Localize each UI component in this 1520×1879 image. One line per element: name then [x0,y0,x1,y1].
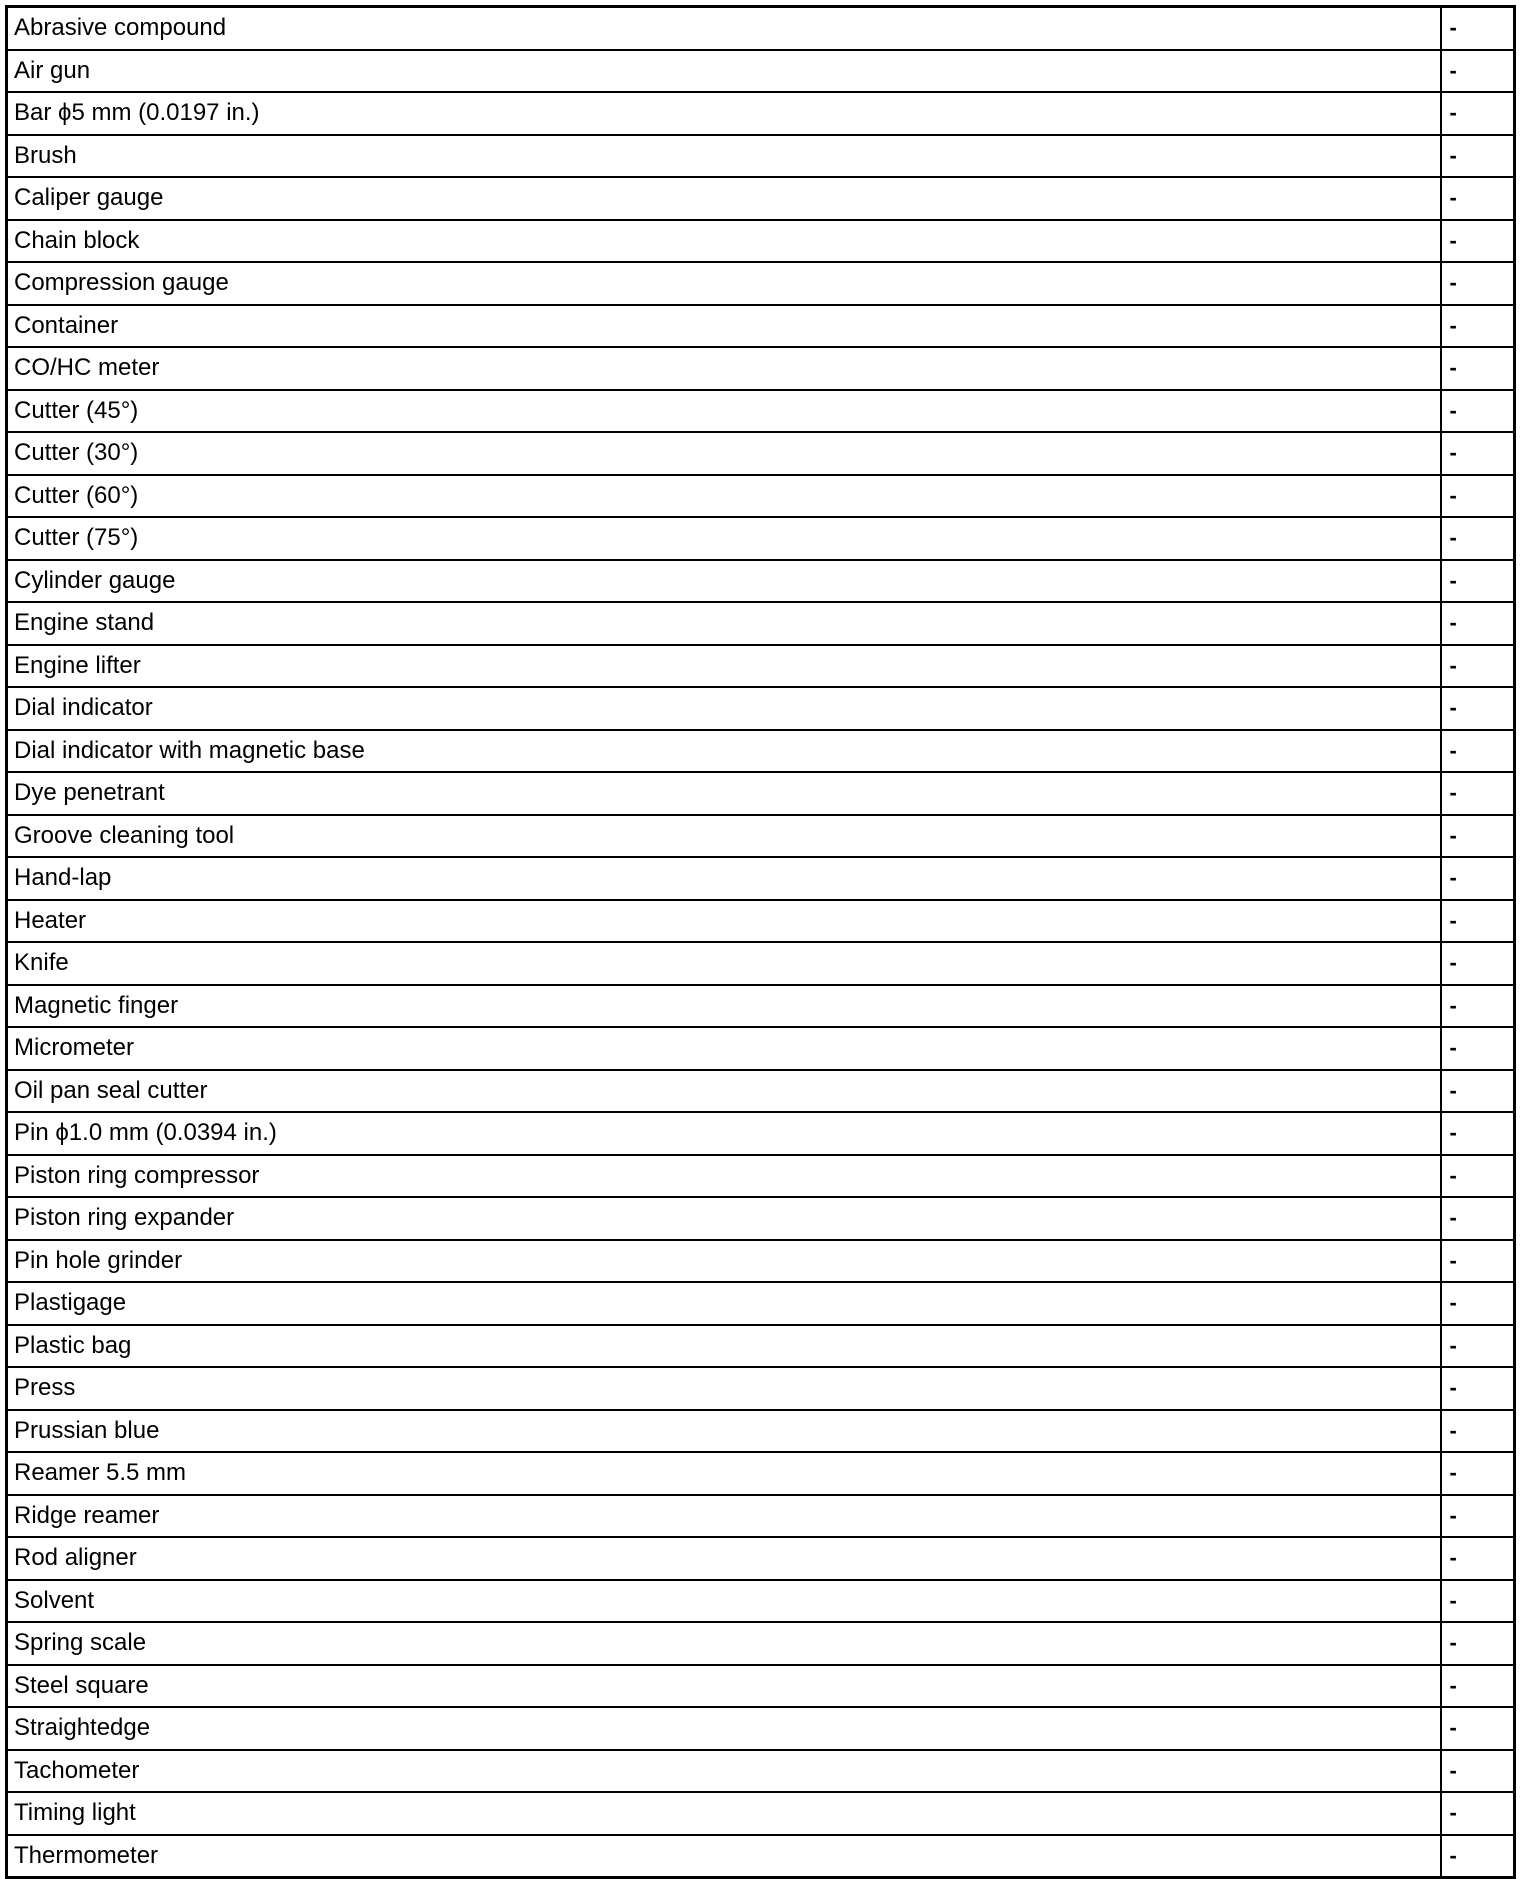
tool-value-cell: - [1441,1070,1515,1113]
tool-value-cell: - [1441,645,1515,688]
tool-name-cell: Cutter (60°) [7,475,1441,518]
table-row [7,1027,1515,1070]
tool-name-cell: Micrometer [7,1027,1441,1070]
tool-name-cell: Steel square [7,1665,1441,1708]
tool-value-cell: - [1441,1580,1515,1623]
tool-value-cell: - [1441,1665,1515,1708]
tool-value-cell: - [1441,1240,1515,1283]
tools-table [5,5,1516,1879]
tool-value-cell: - [1441,475,1515,518]
tool-name-cell: Cylinder gauge [7,560,1441,603]
tool-name-cell: Dial indicator [7,687,1441,730]
tool-name-cell: Chain block [7,220,1441,263]
tool-value-cell: - [1441,687,1515,730]
table-row [7,1495,1515,1538]
tools-table-body [7,7,1515,1878]
table-row [7,432,1515,475]
tool-value-cell: - [1441,1410,1515,1453]
tool-value-cell: - [1441,900,1515,943]
tool-value-cell: - [1441,1325,1515,1368]
table-row [7,560,1515,603]
tool-name-cell: Abrasive compound [7,7,1441,50]
table-row [7,1410,1515,1453]
tool-name-cell: Container [7,305,1441,348]
tool-name-cell: Cutter (30°) [7,432,1441,475]
table-row [7,1665,1515,1708]
tool-name-cell: Cutter (45°) [7,390,1441,433]
tool-value-cell: - [1441,177,1515,220]
tool-name-cell: Ridge reamer [7,1495,1441,1538]
tool-name-cell: Oil pan seal cutter [7,1070,1441,1113]
tool-value-cell: - [1441,432,1515,475]
tool-value-cell: - [1441,1452,1515,1495]
tool-name-cell: Bar ϕ5 mm (0.0197 in.) [7,92,1441,135]
tool-name-cell: Tachometer [7,1750,1441,1793]
table-row [7,1367,1515,1410]
tool-name-cell: Plastic bag [7,1325,1441,1368]
tool-value-cell: - [1441,50,1515,93]
tool-name-cell: Caliper gauge [7,177,1441,220]
table-row [7,262,1515,305]
tool-name-cell: Heater [7,900,1441,943]
table-row [7,730,1515,773]
table-row [7,857,1515,900]
table-row [7,135,1515,178]
tool-value-cell: - [1441,1835,1515,1878]
table-row [7,1537,1515,1580]
tool-name-cell: Knife [7,942,1441,985]
tool-name-cell: Thermometer [7,1835,1441,1878]
table-row [7,1750,1515,1793]
tool-value-cell: - [1441,1282,1515,1325]
table-row [7,815,1515,858]
table-row [7,687,1515,730]
tool-name-cell: Press [7,1367,1441,1410]
tool-value-cell: - [1441,517,1515,560]
table-row [7,602,1515,645]
table-row [7,1240,1515,1283]
tool-value-cell: - [1441,942,1515,985]
tool-name-cell: Hand-lap [7,857,1441,900]
table-row [7,1792,1515,1835]
table-row [7,942,1515,985]
tool-value-cell: - [1441,1750,1515,1793]
table-row [7,50,1515,93]
table-row [7,1622,1515,1665]
tool-name-cell: Dye penetrant [7,772,1441,815]
tool-value-cell: - [1441,1197,1515,1240]
tool-value-cell: - [1441,1027,1515,1070]
tool-value-cell: - [1441,1112,1515,1155]
tool-name-cell: Piston ring expander [7,1197,1441,1240]
tool-value-cell: - [1441,602,1515,645]
table-row [7,1070,1515,1113]
tool-value-cell: - [1441,1537,1515,1580]
tool-name-cell: Air gun [7,50,1441,93]
table-row [7,645,1515,688]
tool-value-cell: - [1441,1495,1515,1538]
tool-value-cell: - [1441,135,1515,178]
tool-value-cell: - [1441,560,1515,603]
tool-name-cell: Prussian blue [7,1410,1441,1453]
tool-name-cell: Timing light [7,1792,1441,1835]
table-row [7,985,1515,1028]
tool-value-cell: - [1441,985,1515,1028]
table-row [7,517,1515,560]
table-row [7,1452,1515,1495]
tool-name-cell: Compression gauge [7,262,1441,305]
table-row [7,475,1515,518]
tool-name-cell: Straightedge [7,1707,1441,1750]
tool-value-cell: - [1441,390,1515,433]
table-row [7,772,1515,815]
tool-value-cell: - [1441,730,1515,773]
tool-name-cell: Pin ϕ1.0 mm (0.0394 in.) [7,1112,1441,1155]
table-row [7,1112,1515,1155]
table-row [7,7,1515,50]
tool-name-cell: Piston ring compressor [7,1155,1441,1198]
tool-value-cell: - [1441,92,1515,135]
tool-name-cell: Reamer 5.5 mm [7,1452,1441,1495]
table-row [7,1282,1515,1325]
tool-name-cell: Plastigage [7,1282,1441,1325]
tool-value-cell: - [1441,1792,1515,1835]
tool-value-cell: - [1441,7,1515,50]
tool-value-cell: - [1441,347,1515,390]
tool-name-cell: Pin hole grinder [7,1240,1441,1283]
tool-name-cell: CO/HC meter [7,347,1441,390]
tool-value-cell: - [1441,262,1515,305]
table-row [7,1580,1515,1623]
tool-name-cell: Groove cleaning tool [7,815,1441,858]
tool-value-cell: - [1441,815,1515,858]
table-row [7,1197,1515,1240]
tool-name-cell: Cutter (75°) [7,517,1441,560]
table-row [7,347,1515,390]
tool-name-cell: Brush [7,135,1441,178]
table-row [7,390,1515,433]
tool-value-cell: - [1441,1155,1515,1198]
tool-value-cell: - [1441,220,1515,263]
tool-value-cell: - [1441,305,1515,348]
table-row [7,220,1515,263]
table-row [7,177,1515,220]
tool-name-cell: Magnetic finger [7,985,1441,1028]
tool-name-cell: Engine stand [7,602,1441,645]
table-row [7,92,1515,135]
tool-name-cell: Rod aligner [7,1537,1441,1580]
tool-value-cell: - [1441,1707,1515,1750]
tool-name-cell: Engine lifter [7,645,1441,688]
table-row [7,305,1515,348]
tool-name-cell: Spring scale [7,1622,1441,1665]
tool-name-cell: Dial indicator with magnetic base [7,730,1441,773]
tool-value-cell: - [1441,1622,1515,1665]
tool-value-cell: - [1441,772,1515,815]
table-row [7,1835,1515,1878]
table-row [7,1155,1515,1198]
table-row [7,1707,1515,1750]
table-row [7,1325,1515,1368]
tool-value-cell: - [1441,1367,1515,1410]
table-row [7,900,1515,943]
tool-name-cell: Solvent [7,1580,1441,1623]
tool-value-cell: - [1441,857,1515,900]
